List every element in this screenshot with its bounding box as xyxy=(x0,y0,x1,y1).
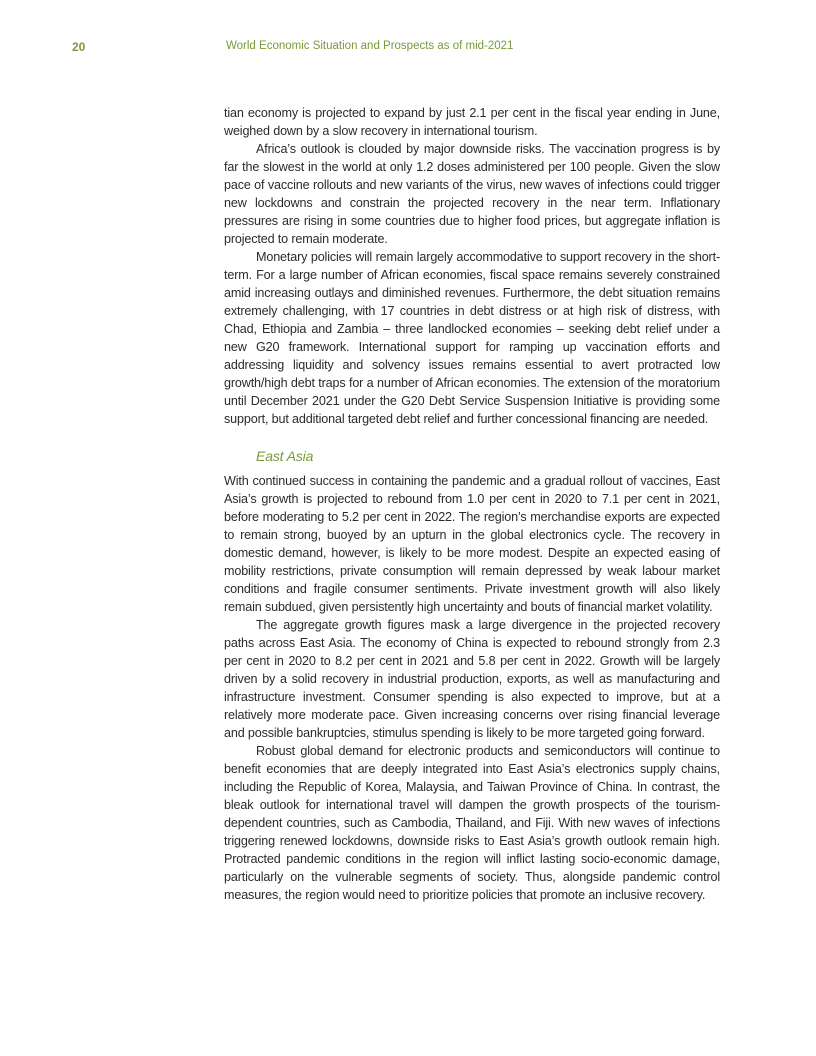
paragraph-continuation: tian economy is projected to expand by just 2.1 per cent in the fiscal year ending in June, weighed down by a slow recovery in international tourism. xyxy=(224,106,720,138)
page-number: 20 xyxy=(72,40,86,54)
paragraph-east-asia-electronics: Robust global demand for electronic products and semiconductors will continue to benefit economies that are deeply integrated into East Asia’s electronics supply chains, including the Republic of Korea, Malaysia, and Taiwan Province of China. In contrast, the bleak outlook for international travel will dampen the growth prospects of the tourism-dependent countries, such as Cambodia, Thailand, and Fiji. With new waves of infections triggering renewed lockdowns, downside risks to East Asia’s growth outlook remain high. Protracted pandemic conditions in the region will inflict lasting socio-economic damage, particularly on the vulnerable segments of society. Thus, alongside pandemic control measures, the region would need to prioritize policies that promote an inclusive recovery. xyxy=(224,744,720,902)
paragraph-africa-outlook: Africa’s outlook is clouded by major downside risks. The vaccination progress is by far the slowest in the world at only 1.2 doses administered per 100 people. Given the slow pace of vaccine rollouts and new variants of the virus, new waves of infections could trigger new lockdowns and constrain the projected recovery in the near term. Inflationary pressures are rising in some countries due to higher food prices, but aggregate inflation is projected to remain moderate. xyxy=(224,142,720,246)
running-header-title: World Economic Situation and Prospects as of mid-2021 xyxy=(226,40,514,52)
paragraph-africa-monetary-policy: Monetary policies will remain largely accommodative to support recovery in the short-term. For a large number of African economies, fiscal space remains severely constrained amid increasing outlays and diminished revenues. Furthermore, the debt situation remains extremely challenging, with 17 countries in debt distress or at high risk of distress, with Chad, Ethiopia and Zambia – three landlocked economies – seeking debt relief under a new G20 framework. International support for ramping up vaccination efforts and addressing liquidity and solvency issues remains essential to avert protracted low growth/high debt traps for a number of African economies. The extension of the moratorium until December 2021 under the G20 Debt Service Suspension Initiative is providing some support, but additional targeted debt relief and further concessional financing are needed. xyxy=(224,250,720,426)
main-text-column xyxy=(224,104,720,904)
paragraph-east-asia-growth: With continued success in containing the pandemic and a gradual rollout of vaccines, East Asia’s growth is projected to rebound from 1.0 per cent in 2020 to 7.1 per cent in 2021, before moderating to 5.2 per cent in 2022. The region’s merchandise exports are expected to remain strong, buoyed by an upturn in the global electronics cycle. The recovery in domestic demand, however, is likely to be more modest. Despite an expected easing of mobility restrictions, private consumption will remain depressed by weak labour market conditions and fragile consumer sentiments. Private investment growth will also likely remain subdued, given persistently high uncertainty and bouts of financial market volatility. xyxy=(224,474,720,614)
section-heading-east-asia: East Asia xyxy=(256,448,314,464)
paragraph-east-asia-divergence: The aggregate growth figures mask a large divergence in the projected recovery paths across East Asia. The economy of China is expected to rebound strongly from 2.3 per cent in 2020 to 8.2 per cent in 2021 and 5.8 per cent in 2022. Growth will be largely driven by a solid recovery in industrial production, exports, as well as manufacturing and infrastructure investment. Consumer spending is also expected to improve, but at a relatively more moderate pace. Given increasing concerns over rising financial leverage and possible bankruptcies, stimulus spending is likely to be more targeted going forward. xyxy=(224,618,720,740)
